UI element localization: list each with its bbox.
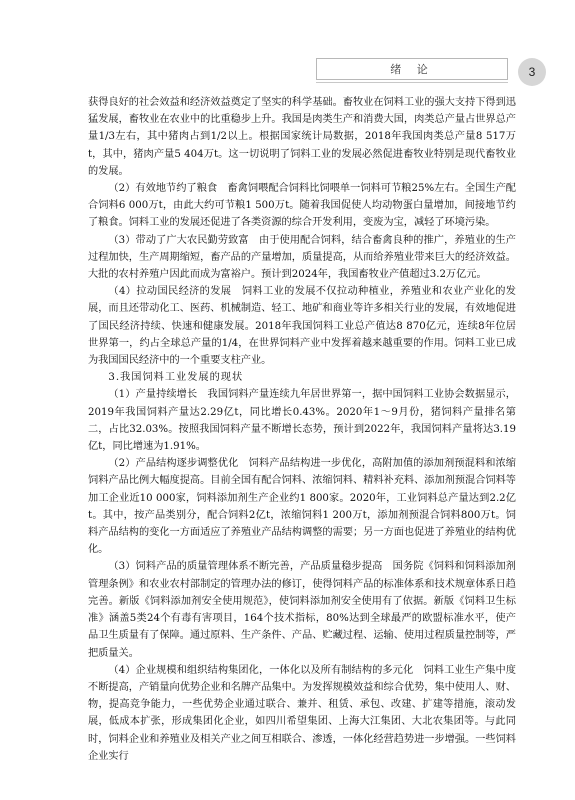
body-text [88, 94, 516, 765]
paragraph: （4）拉动国民经济的发展 饲料工业的发展不仅拉动种植业，养殖业和农业产业化的发展，而且还带动化工、医药、机械制造、轻工、地矿和商业等许多相关行业的发展，有效地促进了国民经济持续、快速和健康发展。2018年我国饲料工业总产值达8 870亿元，连续8年位居世界第一，约占全球总产量的1/4，在世界饲料产业中发挥着越来越重要的作用。饲料工业已成为我国国民经济中的一个重要支柱产业。 [88, 286, 516, 367]
chapter-title: 绪 论 [390, 63, 434, 76]
section-heading: 3.我国饲料工业发展的现状 [108, 372, 244, 384]
paragraph: （2）有效地节约了粮食 畜禽饲喂配合饲料比饲喂单一饲料可节粮25%左右。全国生产配合饲料6 000万t，由此大约可节粮1 500万t。随着我国促使人均动物蛋白量增加，间接地节约了粮食。饲料工业的发展还促进了各类资源的综合开发利用，变废为宝，减轻了环境污染。 [88, 183, 516, 229]
paragraph: （3）饲料产品的质量管理体系不断完善，产品质量稳步提高 国务院《饲料和饲料添加剂管理条例》和农业农村部制定的管理办法的修订，使得饲料产品的标准体系和技术规章体系日趋完善。新版《饲料添加剂安全使用规范》，使饲料添加剂安全使用有了依据。新版《饲料卫生标准》涵盖5类24个有毒有害项目，164个技术指标，80%达到全球最严的欧盟标准水平，使产品卫生质量有了保障。通过原料、生产条件、产品、贮藏过程、运输、使用过程质量控制等，严把质量关。 [88, 561, 516, 659]
paragraph: （1）产量持续增长 我国饲料产量连续九年居世界第一，据中国饲料工业协会数据显示，2019年我国饲料产量达2.29亿t，同比增长0.43%。2020年1～9月份，猪饲料产量排名第二，占比32.03%。按照我国饲料产量不断增长态势，预计到2022年，我国饲料产量将达3.19亿t，同比增速为1.91%。 [88, 389, 516, 453]
paragraph: （3）带动了广大农民勤劳致富 由于使用配合饲料，结合畜禽良种的推广，养殖业的生产过程加快，生产周期缩短，畜产品的产量增加，质量提高，从而给养殖业带来巨大的经济效益。大批的农村养殖户因此而成为富裕户。预计到2024年，我国畜牧业产值超过3.2万亿元。 [88, 234, 516, 281]
header-divider [316, 82, 508, 83]
page-number-badge [518, 58, 546, 86]
chapter-header [316, 58, 508, 80]
paragraph: 获得良好的社会效益和经济效益奠定了坚实的科学基础。畜牧业在饲料工业的强大支持下得到迅猛发展，畜牧业在农业中的比重稳步上升。我国是肉类生产和消费大国，肉类总产量占世界总产量1/3左右，其中猪肉占到1/2以上。根据国家统计局数据，2018年我国肉类总产量8 517万t，其中，猪肉产量5 404万t。这一切说明了饲料工业的发展必然促进畜牧业特别是现代畜牧业的发展。 [88, 97, 516, 177]
paragraph: （4）企业规模和组织结构集团化，一体化以及所有制结构的多元化 饲料工业生产集中度不断提高，产销量向优势企业和名牌产品集中。为发挥规模效益和综合优势，集中使用人、财、物，提高竞争能力，一些优势企业通过联合、兼并、租赁、承包、改建、扩建等措施，滚动发展，低成本扩张，形成集团化企业，如四川希望集团、上海大江集团、大北农集团等。与此同时，饲料企业和养殖业及相关产业之间互相联合、渗透，一体化经营趋势进一步增强。一些饲料企业实行 [88, 664, 516, 762]
page-number: 3 [528, 65, 536, 79]
paragraph: （2）产品结构逐步调整优化 饲料产品结构进一步优化，高附加值的添加剂预混料和浓缩饲料产品比例大幅度提高。目前全国有配合饲料、浓缩饲料、精料补充料、添加剂预混合饲料等加工企业近10 000家，饲料添加剂生产企业约1 800家。2020年，工业饲料总产量达到2.2亿t。其中，按产品类别分，配合饲料2亿t，浓缩饲料1 200万t，添加剂预混合饲料800万t。饲料产品结构的变化一方面适应了养殖业产品结构调整的需要；另一方面也促进了养殖业的结构优化。 [88, 458, 516, 556]
